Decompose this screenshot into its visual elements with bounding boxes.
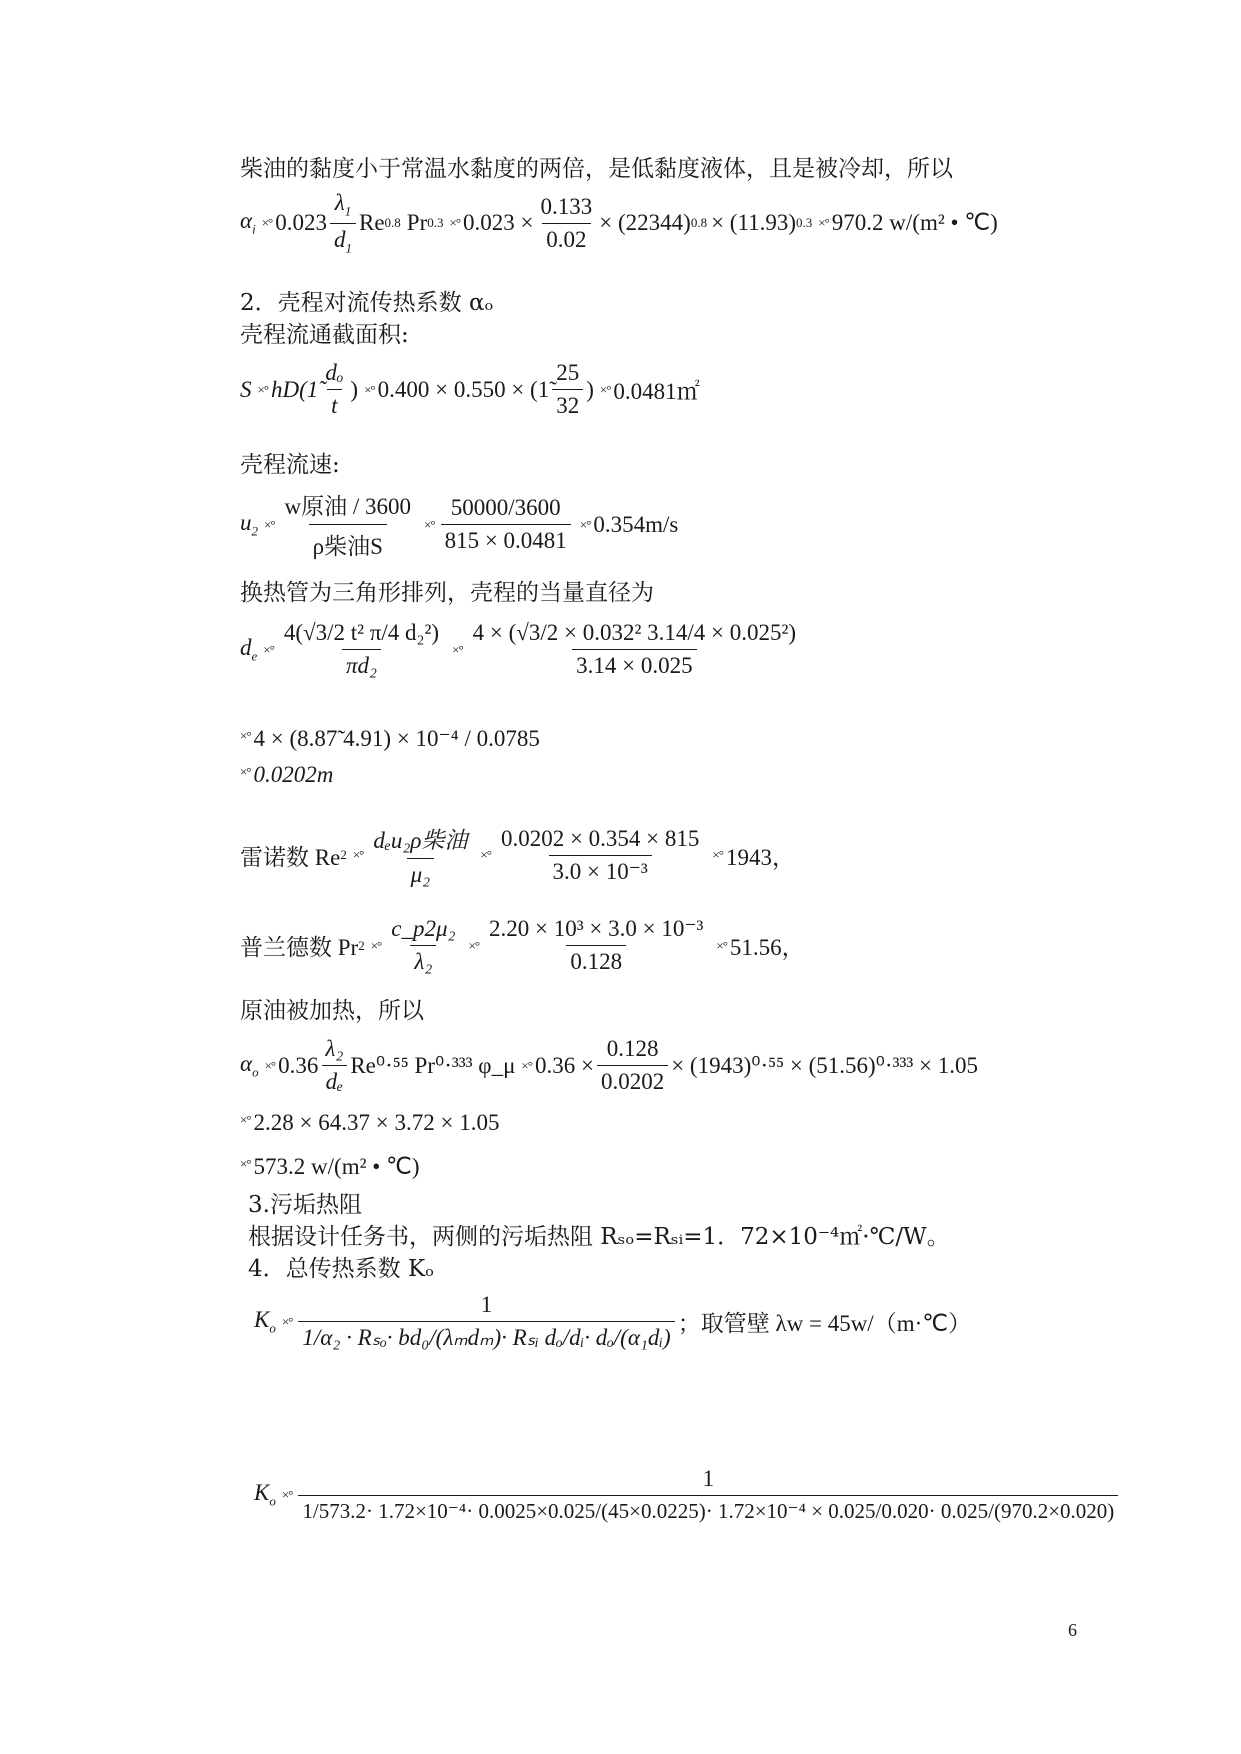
paragraph-de: 换热管为三角形排列，壳程的当量直径为 [240,580,654,606]
fraction: $\frac{0.0202 \times 0.354 \times 815}{\text{3.0 × 10⁻³}}$ [500,825,700,884]
equation-pr: 普兰德数 Pr 2 ×° $\frac{\text{c\_p2μ₂}}{\text{λ₂}}$ ×° $\frac{\text{2.20 × 10³ × 3.0 × 10⁻³}}{0.128}$ ×° 51.56， [240,916,805,974]
fraction: $\frac{\text{4(√3/2 t² π/4 d₂²)}}{\text{πd₂}}$ [283,620,440,678]
fraction: 1 1/573.2· 1.72×10⁻⁴· 0.0025×0.025/(45×0.0225)· 1.72×10⁻⁴ × 0.025/0.020· 0.025/(970.2×0.020) [298,1466,1118,1524]
fraction: $\frac{\text{dₒ}}{t}$ [325,360,344,418]
eq-result: 0.0481㎡ [613,379,700,404]
fraction: $\frac{\text{dₑu₂ρ柴油}}{\text{μ₂}}$ [373,828,468,887]
eq-result: 970.2 w/(m² • ℃) [831,210,998,236]
eq-result: 1943， [725,844,795,870]
paragraph-fouling: 根据设计任务书，两侧的污垢热阻 Rₛₒ=Rₛᵢ=1．72×10⁻⁴㎡·℃/W。 [248,1224,950,1250]
equation-k-formula: $K_o$ ×° $\frac{1}{\text{1/α₂ · Rₛₒ· bd₀/(λₘdₘ)· Rₛᵢ dₒ/dᵢ· dₒ/(α₁dᵢ)}}$ ；取管壁 λw = 45w/（m·℃） [254,1292,972,1350]
equation-de-line3: ×° 0.0202m [240,762,334,787]
eq-coef: 0.023 [275,210,327,236]
fraction: $\frac{1}{\text{1/α₂ · Rₛₒ· bd₀/(λₘdₘ)· Rₛᵢ dₒ/dᵢ· dₒ/(α₁dᵢ)}}$ [298,1292,674,1351]
equation-s: S ×° hD(1̃ $\frac{\text{dₒ}}{t}$ ) ×° 0.400 × 0.550 × (1̃ $\frac{25}{32}$ ) ×° 0.0481㎡ [240,360,700,418]
fraction: $\frac{25}{32}$ [552,360,583,419]
equation-de: $d_e$ ×° $\frac{\text{4(√3/2 t² π/4 d₂²)}}{\text{πd₂}}$ ×° $\frac{\text{4 × (√3/2 × 0.032² 3.14/4 × 0.025²)}}{3.14 \times 0.025}$ [240,620,803,679]
eq-result: 51.56， [729,935,805,960]
equals-symbol: ×° [261,215,273,231]
equation-k-numeric: $K_o$ ×° 1 1/573.2· 1.72×10⁻⁴· 0.0025×0.025/(45×0.0225)· 1.72×10⁻⁴ × 0.025/0.020· 0.025/(970.2×0.020) [254,1466,1121,1524]
fraction: $\frac{0.128}{0.0202}$ [597,1036,668,1095]
paragraph-heat: 原油被加热，所以 [240,998,424,1024]
fraction: $\frac{\text{2.20 × 10³ × 3.0 × 10⁻³}}{0.128}$ [489,916,704,974]
section-heading-3: 3.污垢热阻 [248,1192,362,1218]
fraction: $\frac{\lambda_1}{d_1}$ [330,190,356,256]
fraction: $\frac{\text{w原油 / 3600}}{\text{ρ柴油S}}$ [284,494,412,559]
page-number: 6 [1068,1620,1077,1640]
fraction: $\frac{50000/3600}{815 \times 0.0481}$ [441,495,571,554]
equation-alpha-o-line2: ×° 2.28 × 64.37 × 3.72 × 1.05 [240,1110,500,1135]
fraction: $\frac{\text{4 × (√3/2 × 0.032² 3.14/4 × 0.025²)}}{3.14 \times 0.025}$ [472,620,797,678]
fraction: $\frac{0.133}{0.02}$ [540,193,593,252]
label-area: 壳程流通截面积: [240,322,409,348]
section-heading-4: 4．总传热系数 Kₒ [248,1256,434,1282]
equation-alpha-i: $\alpha_i$ ×° 0.023 $\frac{\lambda_1}{d_1}$ Re 0.8 Pr 0.3 ×° 0.023 × $\frac{0.133}{0.02}$ × (22344) 0.8 × (11.93) 0.3 ×° 970.2 w/(m² • ℃) [240,190,998,256]
equation-alpha-o-line3: ×° 573.2 w/(m² • ℃) [240,1154,420,1179]
section-heading-2: 2．壳程对流传热系数 αₒ [240,290,494,316]
fraction: $\frac{\text{c\_p2μ₂}}{\text{λ₂}}$ [391,916,456,974]
label-speed: 壳程流速: [240,452,340,478]
equation-alpha-o: $\alpha_o$ ×° 0.36 $\frac{\text{λ₂}}{\text{dₑ}}$ Re⁰·⁵⁵ Pr⁰·³³³ φ_μ ×° 0.36 × $\frac{0.128}{0.0202}$ × (1943)⁰·⁵⁵ × (51.56)⁰·³³³ × 1.05 [240,1036,978,1094]
eq-result: 0.354m/s [593,511,679,537]
equation-re: 雷诺数 Re 2 ×° $\frac{\text{dₑu₂ρ柴油}}{\text{μ₂}}$ ×° $\frac{0.0202 \times 0.354 \times 815}{\text{3.0 × 10⁻³}}$ ×° 1943， [240,822,795,888]
equation-u2: $u_2$ ×° $\frac{\text{w原油 / 3600}}{\text{ρ柴油S}}$ ×° $\frac{50000/3600}{815 \times 0.0481}$ ×° 0.354m/s [240,488,678,561]
equation-de-line2: ×° 4 × (8.87̃ 4.91) × 10⁻⁴ / 0.0785 [240,726,540,751]
fraction: $\frac{\text{λ₂}}{\text{dₑ}}$ [321,1036,347,1095]
paragraph-intro: 柴油的黏度小于常温水黏度的两倍，是低黏度液体，且是被冷却，所以 [240,156,953,182]
eq-lhs: $\alpha_i$ [240,208,256,237]
